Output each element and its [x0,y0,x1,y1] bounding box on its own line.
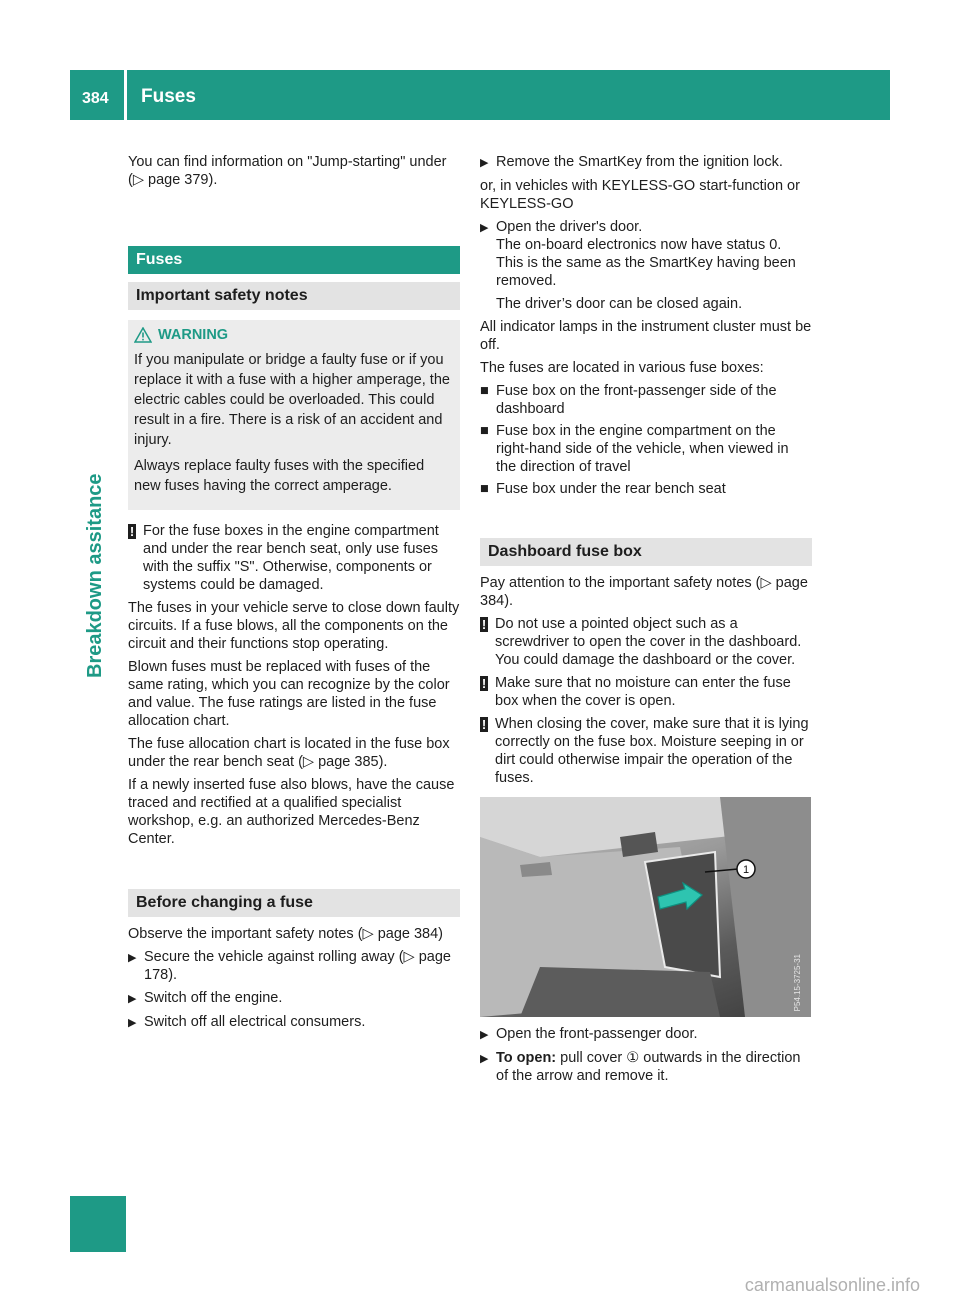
note-text: When closing the cover, make sure that it is lying correctly on the fuse box. Moisture seeping in or dirt could otherwise impair the operation of the fuses. [495,716,809,786]
note-closing-cover [480,715,812,787]
list-item [480,422,812,476]
warning-paragraph-2: Always replace faulty fuses with the specified new fuses having the correct amperage. [134,458,425,494]
warning-triangle-icon [134,327,152,343]
note-text: Make sure that no moisture can enter the fuse box when the cover is open. [495,675,791,709]
step-arrow-icon: ▶ [128,1017,137,1029]
paragraph-allocation-chart: The fuse allocation chart is located in the fuse box under the rear bench seat (▷ page 385). [128,736,450,770]
paragraph-fuses-purpose: The fuses in your vehicle serve to close down faulty circuits. If a fuse blows, all the components on the circuit and their functions stop operating. [128,600,460,652]
warning-paragraph-1: If you manipulate or bridge a faulty fuse or if you replace it with a fuse with a higher amperage, the electric cables could be overloaded. This could result in a fire. There is a risk of an accident and injury. [134,352,450,448]
callout-number: 1 [742,864,750,876]
paragraph-blown-fuses: Blown fuses must be replaced with fuses of the same rating, which you can recognize by the color and value. The fuse ratings are listed in the fuse allocation chart. [128,659,450,729]
subsection-title-safety: Important safety notes [128,282,460,310]
paragraph-safety-reference: Pay attention to the important safety notes (▷ page 384). [480,575,808,609]
bullet-icon: ■ [480,423,489,439]
watermark: carmanualsonline.info [744,1275,920,1295]
paragraph-indicator-lamps: All indicator lamps in the instrument cluster must be off. [480,319,812,353]
step-engine-off [128,989,460,1008]
step-line: This is the same as the SmartKey having been removed. [496,255,796,289]
caution-icon: ! [481,717,487,732]
bullet-icon: ■ [480,383,489,399]
list-item-text: Fuse box under the rear bench seat [496,481,726,497]
note-text: For the fuse boxes in the engine compartment and under the rear bench seat, only use fuses with the suffix "S". Otherwise, components or systems could be damaged. [143,523,439,593]
note-pointed-object [480,615,812,669]
note-moisture [480,674,812,710]
warning-heading [134,326,454,344]
note-text: Do not use a pointed object such as a screwdriver to open the cover in the dashboard. You could damage the dashboard or the cover. [495,616,802,668]
step-line: Open the driver's door. [496,219,643,235]
step-line: The on-board electronics now have status 0. [496,237,782,253]
caution-icon: ! [129,524,135,539]
step-open-driver-door [480,218,812,313]
paragraph-fuse-locations: The fuses are located in various fuse boxes: [480,360,764,376]
step-instruction: pull cover ① outwards in the direction of the arrow and remove it. [496,1050,801,1084]
header-divider [124,70,127,120]
step-text [496,1049,812,1085]
step-line: The driver’s door can be closed again. [496,296,743,312]
dashboard-fuse-box-photo [480,797,811,1017]
step-arrow-icon: ▶ [480,157,489,169]
step-arrow-icon: ▶ [480,222,489,234]
paragraph-observe-notes: Observe the important safety notes (▷ page 384) [128,926,444,942]
step-text [496,218,812,313]
side-tab-block [70,1196,126,1252]
step-text: Secure the vehicle against rolling away (▷ page 178). [144,949,451,983]
intro-paragraph: You can find information on "Jump-starting" under (▷ page 379). [128,154,447,188]
step-open-passenger-door [480,1025,812,1044]
step-arrow-icon: ▶ [480,1029,489,1041]
step-secure-vehicle [128,948,460,984]
step-bold-label: To open: [496,1050,557,1066]
subsection-title-dashboard-fuse-box: Dashboard fuse box [480,538,812,566]
paragraph-workshop: If a newly inserted fuse also blows, have the cause traced and rectified at a qualified specialist workshop, e.g. an authorized Mercedes-Benz Center. [128,777,455,847]
step-arrow-icon: ▶ [480,1053,489,1065]
note-fuse-suffix [128,522,460,594]
step-arrow-icon: ▶ [128,993,137,1005]
caution-icon: ! [481,617,487,632]
step-text: Switch off the engine. [144,990,283,1006]
right-column [480,153,812,1090]
subsection-title-before-changing: Before changing a fuse [128,889,460,917]
bullet-icon: ■ [480,481,489,497]
caution-icon: ! [481,676,487,691]
left-column [128,153,460,1037]
fuse-box-illustration [480,797,811,1017]
list-item-text: Fuse box in the engine compartment on the right-hand side of the vehicle, when viewed in the direction of travel [496,423,789,475]
step-text: Switch off all electrical consumers. [144,1014,366,1030]
step-text: Remove the SmartKey from the ignition lock. [496,154,783,170]
section-title-fuses: Fuses [128,246,460,274]
step-remove-smartkey [480,153,812,172]
list-item-text: Fuse box on the front-passenger side of the dashboard [496,383,777,417]
list-item [480,480,812,498]
side-tab-label: Breakdown assitance [84,473,106,678]
page-number: 384 [82,90,109,107]
page-title: Fuses [141,86,196,107]
warning-box [128,320,460,510]
photo-credit: P54.15-3725-31 [793,953,802,1011]
paragraph-keyless-go: or, in vehicles with KEYLESS-GO start-function or KEYLESS-GO [480,178,800,212]
step-open-cover [480,1049,812,1085]
list-item [480,382,812,418]
step-arrow-icon: ▶ [128,952,137,964]
step-consumers-off [128,1013,460,1032]
step-text: Open the front-passenger door. [496,1026,698,1042]
warning-label: WARNING [158,327,229,343]
